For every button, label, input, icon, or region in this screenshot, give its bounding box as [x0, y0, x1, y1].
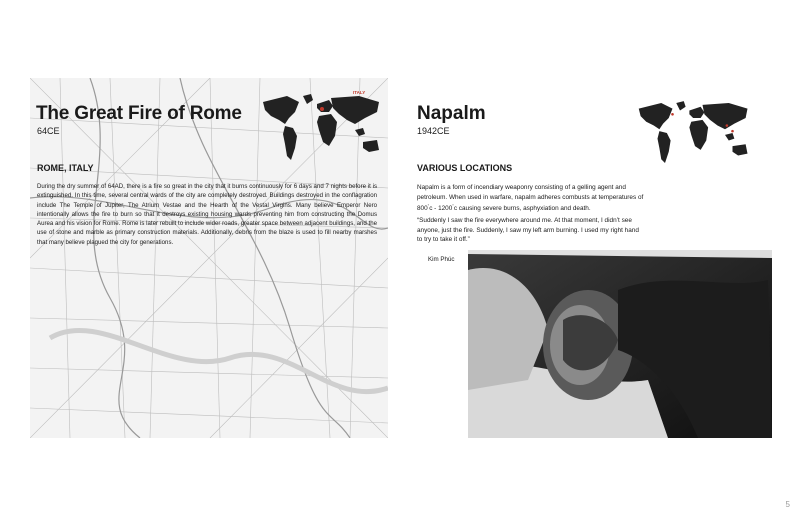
right-page	[400, 0, 800, 518]
page-title: Napalm	[417, 103, 486, 124]
quote-attribution: Kim Phúc	[428, 256, 455, 263]
world-map-icon	[635, 97, 755, 169]
body-paragraph: Napalm is a form of incendiary weaponry consisting of a gelling agent and petroleum. When used in warfare, napalm adheres combusts at temperatures of 800°c - 1200°c causing severe burns, asphyxiation and death.	[417, 184, 644, 213]
page-number: 5	[785, 500, 790, 509]
quote-paragraph: “Suddenly I saw the fire everywhere around me. At that moment, I didn’t see anyone, just the fire. Suddenly, I saw my left arm burning. I used my right hand to try to take it off.”	[417, 217, 639, 244]
italy-label: ITALY	[353, 90, 366, 95]
location-heading: ROME, ITALY	[37, 163, 94, 173]
world-map-icon	[259, 90, 387, 166]
location-heading: VARIOUS LOCATIONS	[417, 163, 513, 173]
page-title: The Great Fire of Rome	[36, 103, 242, 124]
page-year: 1942CE	[417, 126, 450, 136]
body-paragraph: During the dry summer of 64AD, there is a fire so great in the city that it burns continuously for 6 days and 7 nights before it is extinguished. In this time, several central wards of the city are completely destroyed. Buildings destroyed in the conflagration include The Temple of Jupiter, The Atrium Vestae and the Hearth of the Vestal Virgins. Many believe Emperor Nero intentionally allows the fire to burn so that it destroys existing housing wards preventing him from constructing the Domus Aurea and his vision for Rome. Rome is later rebuilt to include wider roads, greater space between adjacent buildings, and the use of stone and marble as primary construction materials. Additionally, debris from the blaze is used to fill nearby marshes that many believe plagued the city for generations.	[37, 183, 377, 246]
burn-victim-photo	[468, 250, 772, 438]
page-year: 64CE	[37, 126, 60, 136]
